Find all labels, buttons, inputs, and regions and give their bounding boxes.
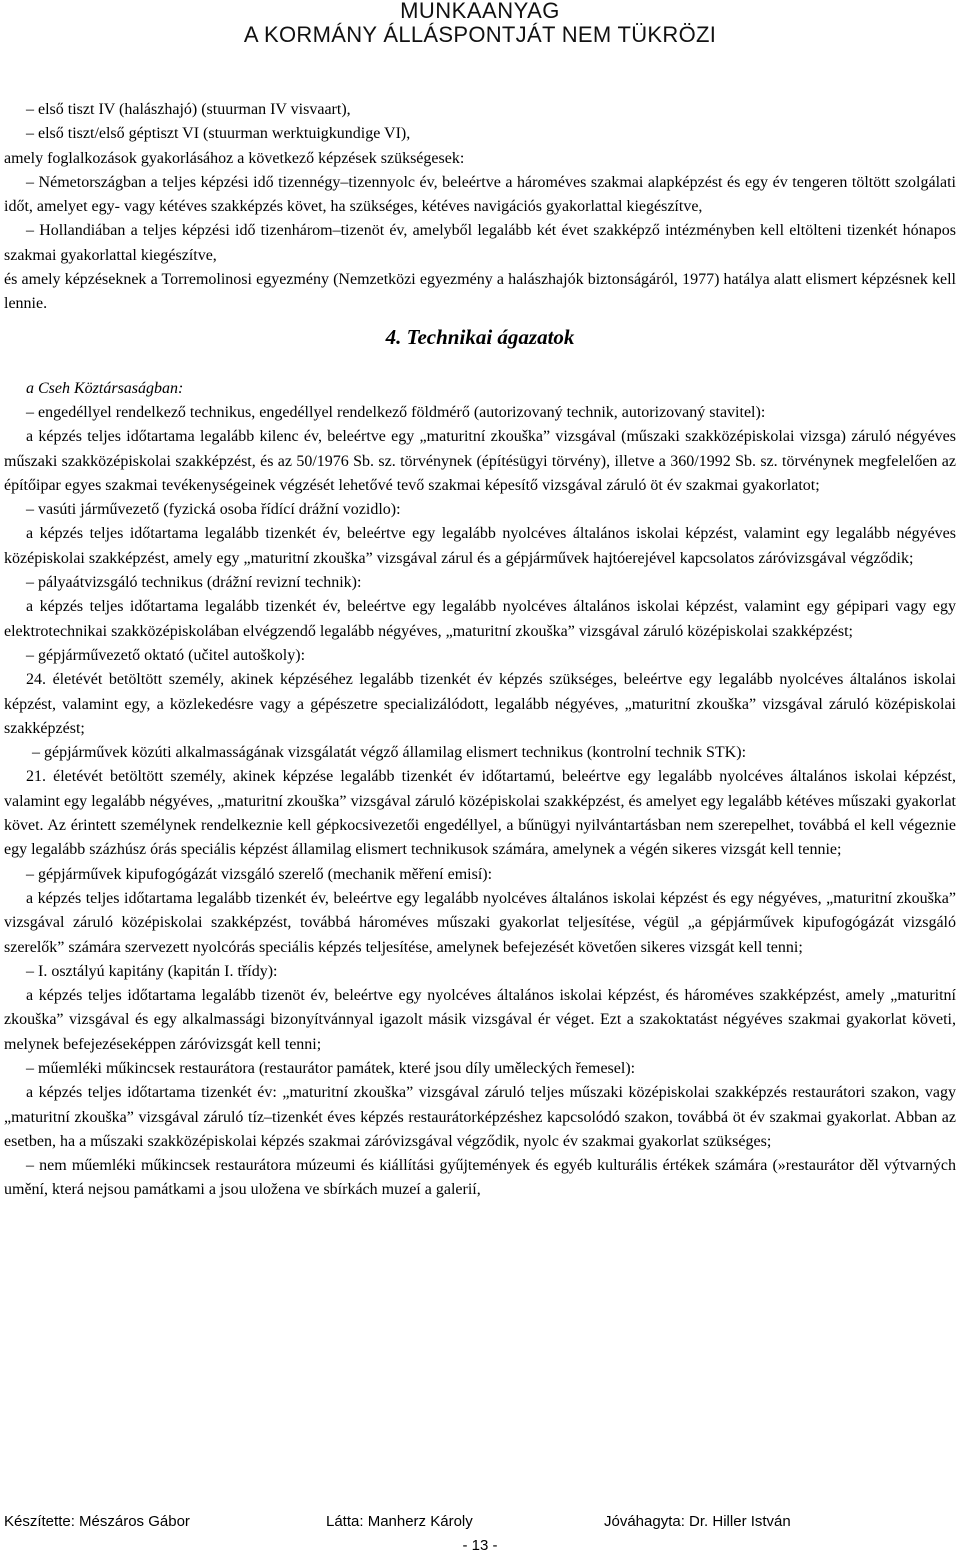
- paragraph: – gépjárművek közúti alkalmasságának vizsgálatát végző államilag elismert technikus (kontrolní technik STK):: [32, 744, 747, 762]
- watermark-header: [0, 0, 960, 48]
- footer-author: Készítette: Mészáros Gábor: [4, 1513, 190, 1530]
- section-title: 4. Technikai ágazatok: [385, 324, 575, 349]
- paragraph: a képzés teljes időtartama legalább tizenkét év, beleértve egy legalább nyolcéves általános iskolai képzést, valamint egy gépipari vagy egy elektrotechnikai szakközépiskolában elvégzendő legalább négyéves, „maturitní zkouška” vizsgával záruló középiskolai szakképzést;: [4, 598, 956, 640]
- paragraph: – gépjárművek kipufogógázát vizsgáló szerelő (mechanik měření emisí):: [26, 865, 493, 883]
- paragraph: – vasúti járművezető (fyzická osoba řídící drážní vozidlo):: [26, 501, 401, 519]
- footer-approver: Jóváhagyta: Dr. Hiller István: [604, 1513, 791, 1530]
- footer-reviewer: Látta: Manherz Károly: [326, 1513, 473, 1530]
- paragraph: – első tiszt IV (halászhajó) (stuurman IV visvaart),: [26, 101, 351, 118]
- top-block: [4, 98, 956, 317]
- paragraph: – pályaátvizsgáló technikus (drážní revizní technik):: [26, 574, 362, 592]
- paragraph: – Hollandiában a teljes képzési idő tizenhárom–tizenöt év, amelyből legalább két évet szakképző intézményben kell eltölteni tizenkét hónapos szakmai gyakorlattal kiegészítve,: [4, 222, 956, 264]
- country-heading: a Cseh Köztársaságban:: [26, 379, 184, 397]
- paragraph: – nem műemléki műkincsek restaurátora múzeumi és kiállítási gyűjtemények és egyéb kulturális értékek számára (»restaurátor děl výtvarných umění, která nejsou památkami a jsou uložena ve sbírkách muzeí a galerií,: [4, 1157, 956, 1199]
- footer: [4, 1513, 956, 1537]
- paragraph: a képzés teljes időtartama legalább tizenöt év, beleértve egy nyolcéves általános iskolai képzést, és hároméves szakképzést, amely „maturitní zkouška” vizsgával és egy alkalmassági bizonyítvánnyal igazolt másik vizsgával ér véget. Ezt a szakoktatást négyéves szakmai gyakorlat követi, melynek befejezéseképpen záróvizsgát kell tenni;: [4, 987, 956, 1053]
- paragraph: 21. életévét betöltött személy, akinek képzése legalább tizenkét év időtartamú, beleértve egy legalább nyolcéves általános iskolai képzést, valamint egy legalább négyéves, „maturitní zkouška” vizsgával záruló középiskolai szakképzést, és amelyet egy legalább kétéves műszaki gyakorlat követ. Az érintett személynek rendelkeznie kell gépkocsivezetői engedéllyel, a bűnügyi nyilvántartásban nem szerepelhet, továbbá el kell végeznie egy legalább százhúsz órás speciális képzést államilag elismert technikusok számára, amelynek a végén sikeres vizsgát kell tennie;: [4, 768, 956, 859]
- body-paragraphs: [4, 401, 956, 1203]
- paragraph: a képzés teljes időtartama legalább kilenc év, beleértve egy „maturitní zkouška” vizsgával (műszaki szakközépiskolai vizsga) záruló négyéves műszaki szakközépiskolai szakképzést, és az 50/1976 Sb. sz. törvénynek (építésügyi törvény), illetve a 360/1992 Sb. sz. törvénynek megfelelően az építőipar egyes szakmai tevékenységeinek végzését lehetővé tevő szakmai képesítő vizsgával záruló öt év szakmai gyakorlatot;: [4, 428, 956, 494]
- paragraph: a képzés teljes időtartama tizenkét év: „maturitní zkouška” vizsgával záruló teljes műszaki középiskolai szakképzés restaurátori szakon, vagy „maturitní zkouška” vizsgával záruló tíz–tizenkét éves képzés restaurátorképzéshez kapcsolódó szakon, továbbá öt év szakmai gyakorlat. Abban az esetben, ha a műszaki szakközépiskolai képzés szakmai záróvizsgával végződik, nyolc év szakmai gyakorlat szükséges;: [4, 1084, 956, 1150]
- paragraph: – engedéllyel rendelkező technikus, engedéllyel rendelkező földmérő (autorizovaný technik, autorizovaný stavitel):: [26, 403, 766, 421]
- paragraph: amely foglalkozások gyakorlásához a következő képzések szükségesek:: [4, 149, 465, 167]
- header-line-2: A KORMÁNY ÁLLÁSPONTJÁT NEM TÜKRÖZI: [243, 22, 717, 47]
- paragraph: – Németországban a teljes képzési idő tizennégy–tizennyolc év, beleértve a hároméves szakmai alapképzést és egy év tengeren töltött szolgálati időt, amelyet egy- vagy kétéves szakképzés követ, ha szükséges, kétéves navigációs gyakorlattal kiegészítve,: [4, 173, 956, 216]
- document-body: [4, 98, 956, 1203]
- paragraph: a képzés teljes időtartama legalább tizenkét év, beleértve egy legalább nyolcéves általános iskolai képzést, valamint egy legalább négyéves középiskolai szakképzést, amely egy „maturitní zkouška” vizsgával zárul és a gépjárművek hajtóerejével kapcsolatos záróvizsgával végződik;: [4, 525, 956, 567]
- header-line-1: MUNKAANYAG: [400, 0, 560, 23]
- paragraph: – első tiszt/első géptiszt VI (stuurman werktuigkundige VI),: [26, 125, 411, 143]
- paragraph: 24. életévét betöltött személy, akinek képzéséhez legalább tizenkét év képzés szükséges, beleértve egy legalább nyolcéves általános iskolai képzést, valamint egy, a közlekedésre vagy a gépészetre specializálódott, legalább négyéves, „maturitní zkouška” vizsgával záruló középiskolai szakképzést;: [4, 671, 956, 737]
- page-number: - 13 -: [462, 1537, 498, 1554]
- paragraph: és amely képzéseknek a Torremolinosi egyezmény (Nemzetközi egyezmény a halászhajók biztonságáról, 1977) hatálya alatt elismert képzésnek kell lennie.: [4, 271, 956, 313]
- paragraph: a képzés teljes időtartama legalább tizenkét év, beleértve egy legalább nyolcéves általános iskolai képzést és egy négyéves, „maturitní zkouška” vizsgával záruló középiskolai szakképzést, továbbá hároméves műszaki gyakorlat teljesítése, végül „a gépjárművek kipufogógázát vizsgáló szerelők” számára szervezett nyolcórás speciális képzés teljesítése, amelynek befejezését követően sikeres vizsgát kell tenni;: [4, 889, 956, 956]
- paragraph: – gépjárművezető oktató (učitel autoškoly):: [26, 646, 306, 664]
- paragraph: – I. osztályú kapitány (kapitán I. třídy):: [26, 962, 278, 980]
- paragraph: – műemléki műkincsek restaurátora (restaurátor památek, které jsou díly uměleckých řemesel):: [26, 1059, 636, 1077]
